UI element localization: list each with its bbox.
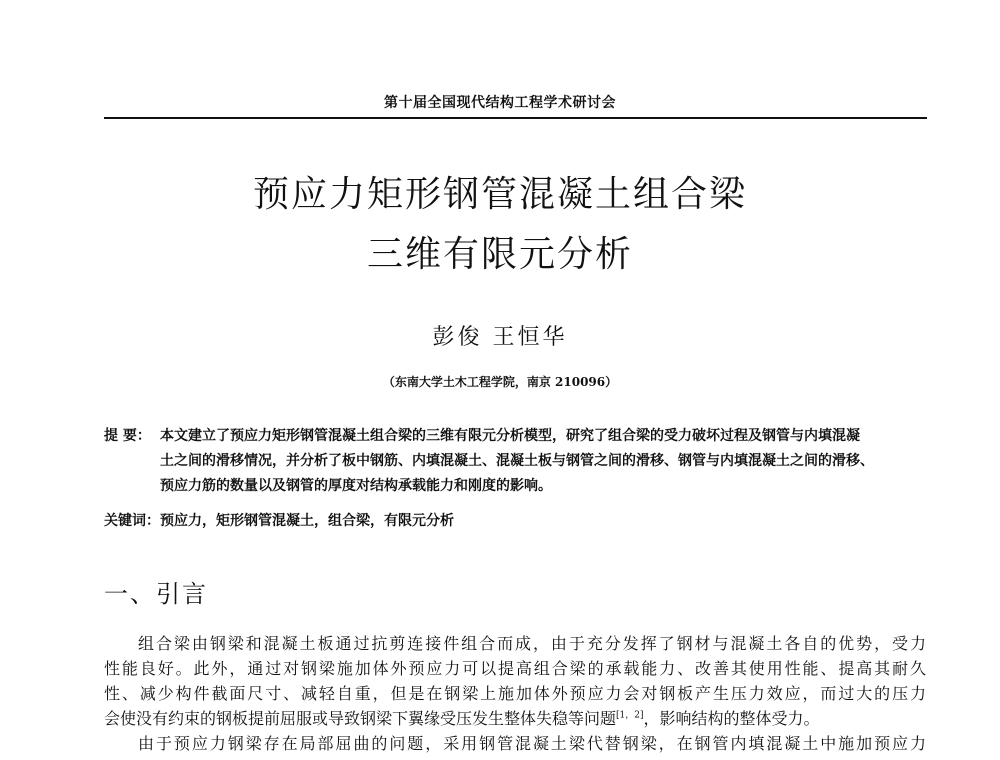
body-line-1: 组合梁由钢梁和混凝土板通过抗剪连接件组合而成，由于充分发挥了钢材与混凝土各自的优势，受力 [138,634,926,653]
header-rule [104,117,927,119]
citation-ref[interactable]: [1，2] [616,710,644,721]
abstract-label: 提 要： [104,428,151,444]
body-line-5-partial: 由于预应力钢梁存在局部屈曲的问题，采用钢管混凝土梁代替钢梁，在钢管内填混凝土中施加预应力 [138,734,926,753]
body-line-4-text: 会使没有约束的钢板提前屈服或导致钢梁下翼缘受压发生整体失稳等问题 [104,709,617,728]
authors: 彭俊 王恒华 [432,325,568,350]
affiliation: （东南大学土木工程学院，南京 210096） [382,375,618,389]
abstract-line-1: 本文建立了预应力矩形钢管混凝土组合梁的三维有限元分析模型，研究了组合梁的受力破坏过程及钢管与内填混凝 [160,428,860,444]
keywords-text: 预应力，矩形钢管混凝土，组合梁，有限元分析 [160,513,454,529]
keywords [104,510,926,532]
running-header: 第十届全国现代结构工程学术研讨会 [384,95,616,111]
abstract-line-3: 预应力筋的数量以及钢管的厚度对结构承载能力和刚度的影响。 [160,478,552,494]
body-line-2: 性能良好。此外，通过对钢梁施加体外预应力可以提高组合梁的承载能力、改善其使用性能、提高其耐久 [104,659,926,678]
abstract-first-row [104,424,926,449]
paper-title-line-2: 三维有限元分析 [366,234,633,275]
paper-title-line-1: 预应力矩形钢管混凝土组合梁 [252,174,747,215]
abstract-line-2: 土之间的滑移情况，并分析了板中钢筋、内填混凝土、混凝土板与钢管之间的滑移、钢管与内填混凝土之间的滑移、 [160,453,874,469]
section-heading-introduction: 一、引言 [104,580,208,608]
keywords-label: 关键词： [104,513,160,529]
abstract [104,424,926,499]
body-line-4-tail: ，影响结构的整体受力。 [643,709,820,728]
body-line-4 [104,706,926,731]
introduction-body [104,631,926,756]
body-line-3: 性、减少构件截面尺寸、减轻自重，但是在钢梁上施加体外预应力会对钢板产生压力效应，而过大的压力 [104,684,926,703]
